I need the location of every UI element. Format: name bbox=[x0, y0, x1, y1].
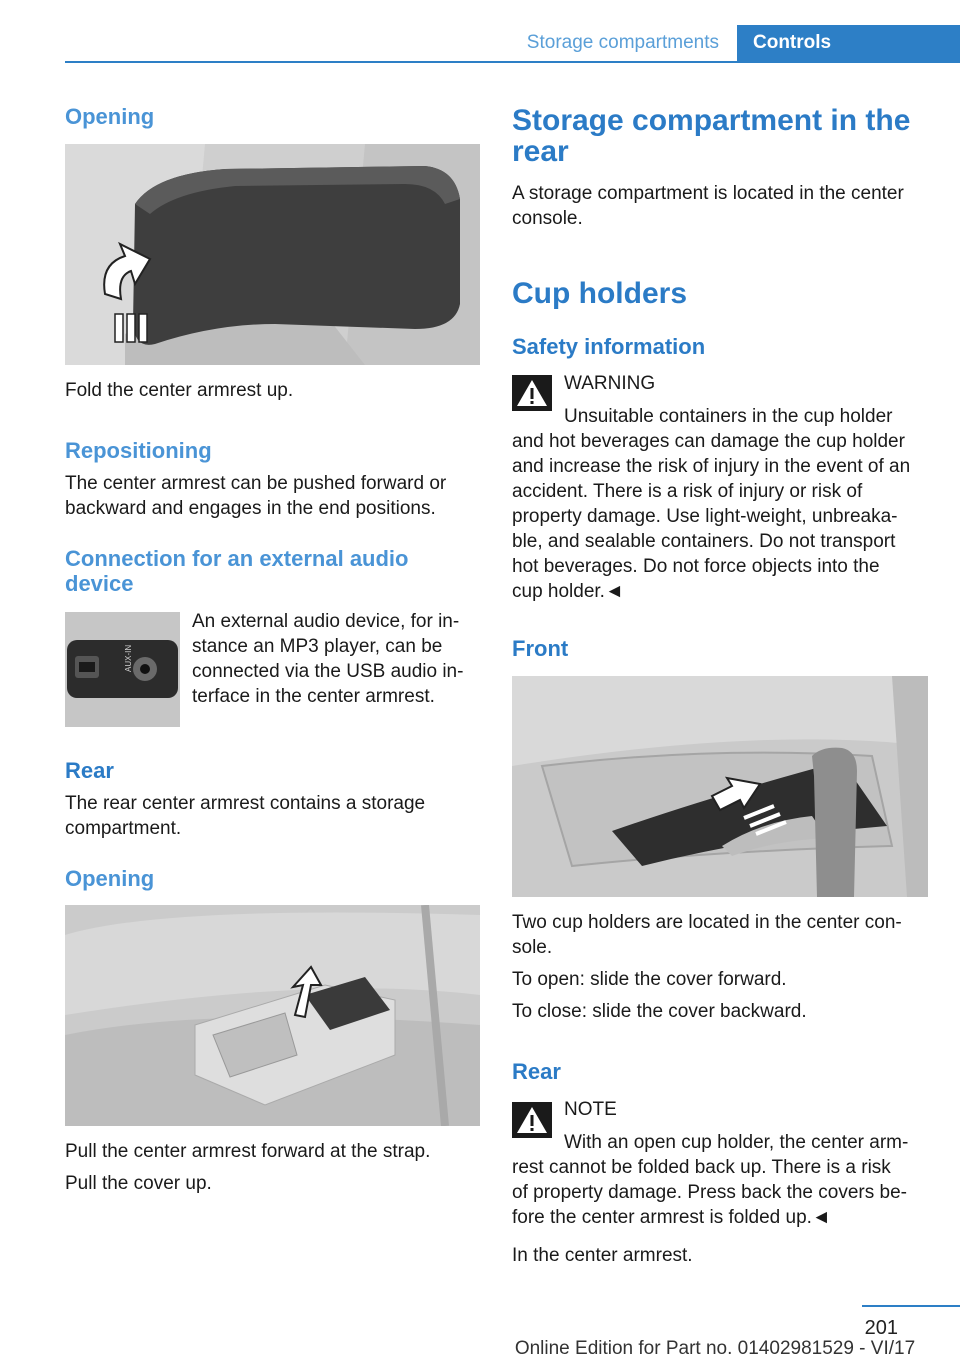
note-text-4: fore the center armrest is folded up.◄ bbox=[512, 1207, 831, 1228]
cup-holders-heading: Cup holders bbox=[512, 277, 688, 310]
usb-port-illustration bbox=[65, 612, 180, 727]
warning-text-2: and hot beverages can damage the cup holder bbox=[512, 431, 905, 452]
fold-instruction: Fold the center armrest up. bbox=[65, 380, 294, 401]
header-rule bbox=[65, 61, 960, 63]
footer-rule bbox=[862, 1305, 960, 1307]
header-section-title: Storage compartments bbox=[526, 32, 719, 53]
front-heading: Front bbox=[512, 636, 569, 661]
note-text-2: rest cannot be folded back up. There is a risk bbox=[512, 1157, 891, 1178]
rear-heading-right: Rear bbox=[512, 1059, 561, 1084]
front-text-2: sole. bbox=[512, 937, 553, 958]
connection-heading-line2: device bbox=[65, 571, 134, 596]
connection-heading-line1: Connection for an external audio bbox=[65, 546, 409, 571]
armrest-front-illustration bbox=[65, 144, 480, 365]
storage-text-2: console. bbox=[512, 208, 583, 229]
warning-text-3: and increase the risk of injury in the event of an bbox=[512, 456, 911, 477]
note-text-1: With an open cup holder, the center arm- bbox=[564, 1132, 909, 1153]
storage-text-1: A storage compartment is located in the center bbox=[512, 183, 904, 204]
pull-cover-instruction: Pull the cover up. bbox=[65, 1173, 212, 1194]
warning-text-1: Unsuitable containers in the cup holder bbox=[564, 406, 893, 427]
warning-text-6: ble, and sealable containers. Do not transport bbox=[512, 531, 896, 552]
rear-text-2: compartment. bbox=[65, 818, 182, 839]
aux-in-label: AUX-IN bbox=[124, 644, 133, 672]
repositioning-text: The center armrest can be pushed forward or backward and engages in the end positions. bbox=[65, 473, 447, 519]
note-warning-icon bbox=[512, 1102, 552, 1138]
opening-heading: Opening bbox=[65, 104, 155, 129]
opening-heading-2: Opening bbox=[65, 866, 155, 891]
to-close-text: To close: slide the cover backward. bbox=[512, 1001, 807, 1022]
page-number: 201 bbox=[864, 1317, 898, 1339]
to-open-text: To open: slide the cover forward. bbox=[512, 969, 787, 990]
warning-text-7: hot beverages. Do not force objects into the bbox=[512, 556, 880, 577]
rear-armrest-illustration bbox=[65, 905, 480, 1126]
connection-text-2: stance an MP3 player, can be bbox=[192, 636, 443, 657]
armrest-location-text: In the center armrest. bbox=[512, 1245, 693, 1266]
warning-text-8: cup holder.◄ bbox=[512, 581, 624, 602]
warning-text-4: accident. There is a risk of injury or risk of bbox=[512, 481, 863, 502]
front-cupholder-illustration bbox=[512, 676, 928, 897]
connection-text-3: connected via the USB audio in- bbox=[192, 661, 464, 682]
repositioning-heading: Repositioning bbox=[65, 438, 212, 463]
footer-edition: Online Edition for Part no. 01402981529 - VI/17 bbox=[514, 1338, 916, 1359]
storage-rear-heading-line1: Storage compartment in the bbox=[512, 104, 911, 137]
note-text-3: of property damage. Press back the covers be- bbox=[512, 1182, 907, 1203]
rear-text-1: The rear center armrest contains a storage bbox=[65, 793, 426, 814]
front-text-1: Two cup holders are located in the center con- bbox=[512, 912, 902, 933]
pull-strap-instruction: Pull the center armrest forward at the strap. bbox=[65, 1141, 431, 1162]
note-label: NOTE bbox=[564, 1099, 617, 1120]
warning-icon bbox=[512, 375, 552, 411]
storage-rear-heading-line2: rear bbox=[512, 135, 569, 168]
connection-text-4: terface in the center armrest. bbox=[192, 686, 435, 707]
connection-text-1: An external audio device, for in- bbox=[192, 611, 460, 632]
warning-text-5: property damage. Use light-weight, unbreaka- bbox=[512, 506, 898, 527]
rear-heading-left: Rear bbox=[65, 758, 114, 783]
header-chapter-tab[interactable]: Controls bbox=[737, 25, 960, 61]
safety-heading: Safety information bbox=[512, 334, 706, 359]
warning-label: WARNING bbox=[564, 373, 656, 394]
